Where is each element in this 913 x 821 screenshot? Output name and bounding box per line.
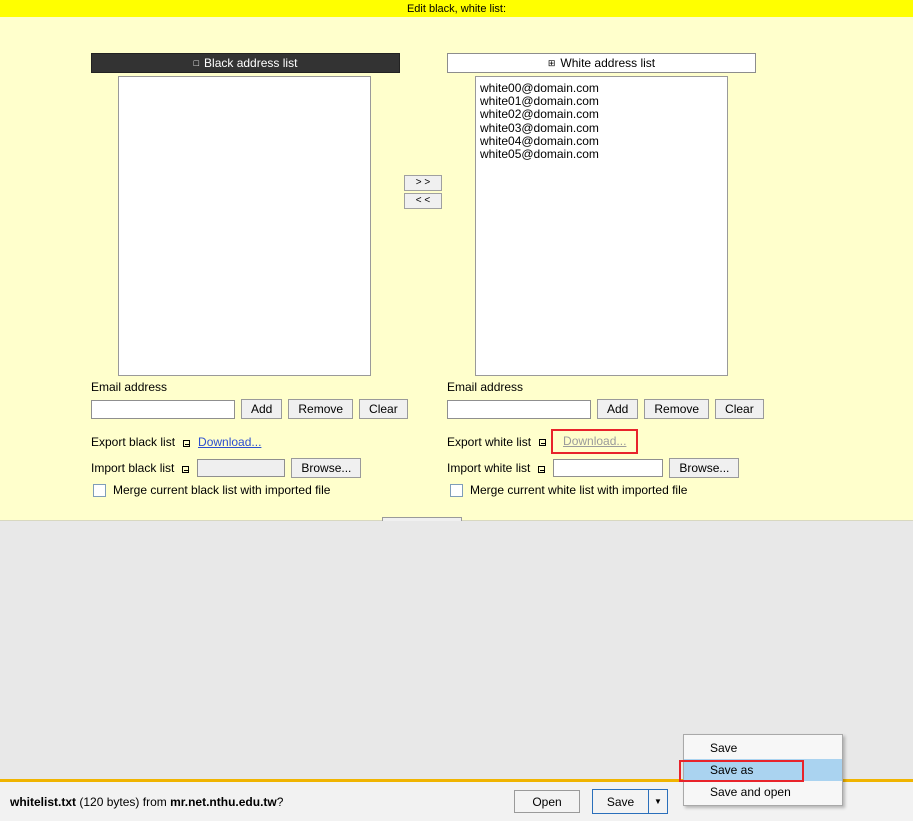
- white-remove-button[interactable]: Remove: [644, 399, 709, 419]
- download-filename: whitelist.txt: [10, 794, 77, 809]
- import-black-list-row: [91, 458, 361, 478]
- black-address-listbox[interactable]: [118, 76, 371, 376]
- black-address-entry-row: [91, 399, 408, 419]
- list-item[interactable]: white03@domain.com: [480, 120, 599, 135]
- export-white-list-row: [447, 429, 638, 454]
- white-clear-button[interactable]: Clear: [715, 399, 764, 419]
- import-white-list-row: [447, 458, 739, 478]
- white-address-listbox[interactable]: [475, 76, 728, 376]
- list-item[interactable]: white00@domain.com: [480, 81, 599, 95]
- import-black-browse-button[interactable]: Browse...: [291, 458, 361, 478]
- export-black-list-row: [91, 435, 261, 449]
- list-item[interactable]: white05@domain.com: [480, 147, 599, 162]
- black-clear-button[interactable]: Clear: [359, 399, 408, 419]
- merge-black-list-row[interactable]: [93, 483, 330, 497]
- white-address-list-title: White address list: [560, 56, 656, 70]
- import-black-list-label: Import black list: [91, 461, 175, 475]
- minus-box-icon: [539, 439, 546, 446]
- open-button[interactable]: Open: [514, 790, 580, 813]
- collapse-box-icon: □: [193, 58, 200, 68]
- black-address-list-header[interactable]: [91, 53, 400, 73]
- expand-box-icon: ⊞: [547, 58, 556, 68]
- export-white-download-link[interactable]: Download...: [563, 434, 627, 448]
- black-email-input[interactable]: [91, 400, 235, 419]
- black-add-button[interactable]: Add: [241, 399, 282, 419]
- menu-item-save-and-open[interactable]: Save and open: [710, 785, 791, 799]
- import-black-file-input[interactable]: [197, 459, 285, 477]
- menu-item-save[interactable]: Save: [710, 741, 738, 755]
- list-item[interactable]: white01@domain.com: [480, 94, 599, 109]
- white-address-entry-row: [447, 399, 764, 419]
- download-message: [10, 795, 283, 809]
- minus-box-icon: [538, 466, 545, 473]
- move-right-button[interactable]: > >: [404, 175, 442, 191]
- list-item[interactable]: white04@domain.com: [480, 133, 599, 148]
- list-item[interactable]: white02@domain.com: [480, 107, 599, 122]
- save-dropdown-menu: [683, 734, 843, 806]
- merge-black-checkbox[interactable]: [93, 484, 106, 497]
- window-titlebar: [0, 0, 913, 17]
- merge-white-label: Merge current white list with imported file: [470, 483, 688, 497]
- download-size: (120 bytes): [79, 794, 140, 809]
- import-white-file-input[interactable]: [553, 459, 663, 477]
- black-remove-button[interactable]: Remove: [288, 399, 353, 419]
- white-email-input[interactable]: [447, 400, 591, 419]
- save-split-button: [592, 789, 668, 814]
- download-from-text: from: [142, 794, 167, 809]
- window-title: Edit black, white list:: [406, 2, 507, 15]
- import-white-list-label: Import white list: [447, 461, 531, 475]
- merge-white-checkbox[interactable]: [450, 484, 463, 497]
- export-black-list-label: Export black list: [91, 435, 176, 449]
- chevron-down-icon[interactable]: ▼: [648, 789, 668, 814]
- black-email-address-label: Email address: [91, 380, 168, 394]
- merge-black-label: Merge current black list with imported file: [113, 483, 331, 497]
- save-button[interactable]: Save: [592, 789, 648, 814]
- export-white-download-highlight: [551, 429, 638, 454]
- minus-box-icon: [182, 466, 189, 473]
- white-address-list-header[interactable]: [447, 53, 756, 73]
- merge-white-list-row[interactable]: [450, 483, 687, 497]
- import-white-browse-button[interactable]: Browse...: [669, 458, 739, 478]
- transfer-buttons: [404, 175, 442, 211]
- export-black-download-link[interactable]: Download...: [198, 435, 262, 449]
- download-host: mr.net.nthu.edu.tw: [170, 794, 277, 809]
- black-address-list-title: Black address list: [204, 56, 298, 70]
- move-left-button[interactable]: < <: [404, 193, 442, 209]
- download-actions: [514, 789, 668, 814]
- white-add-button[interactable]: Add: [597, 399, 638, 419]
- white-email-address-label: Email address: [447, 380, 524, 394]
- menu-item-save-as[interactable]: Save as: [684, 759, 842, 781]
- minus-box-icon: [183, 440, 190, 447]
- export-white-list-label: Export white list: [447, 434, 532, 449]
- edit-lists-page: [0, 17, 913, 521]
- download-question-mark: ?: [276, 794, 284, 809]
